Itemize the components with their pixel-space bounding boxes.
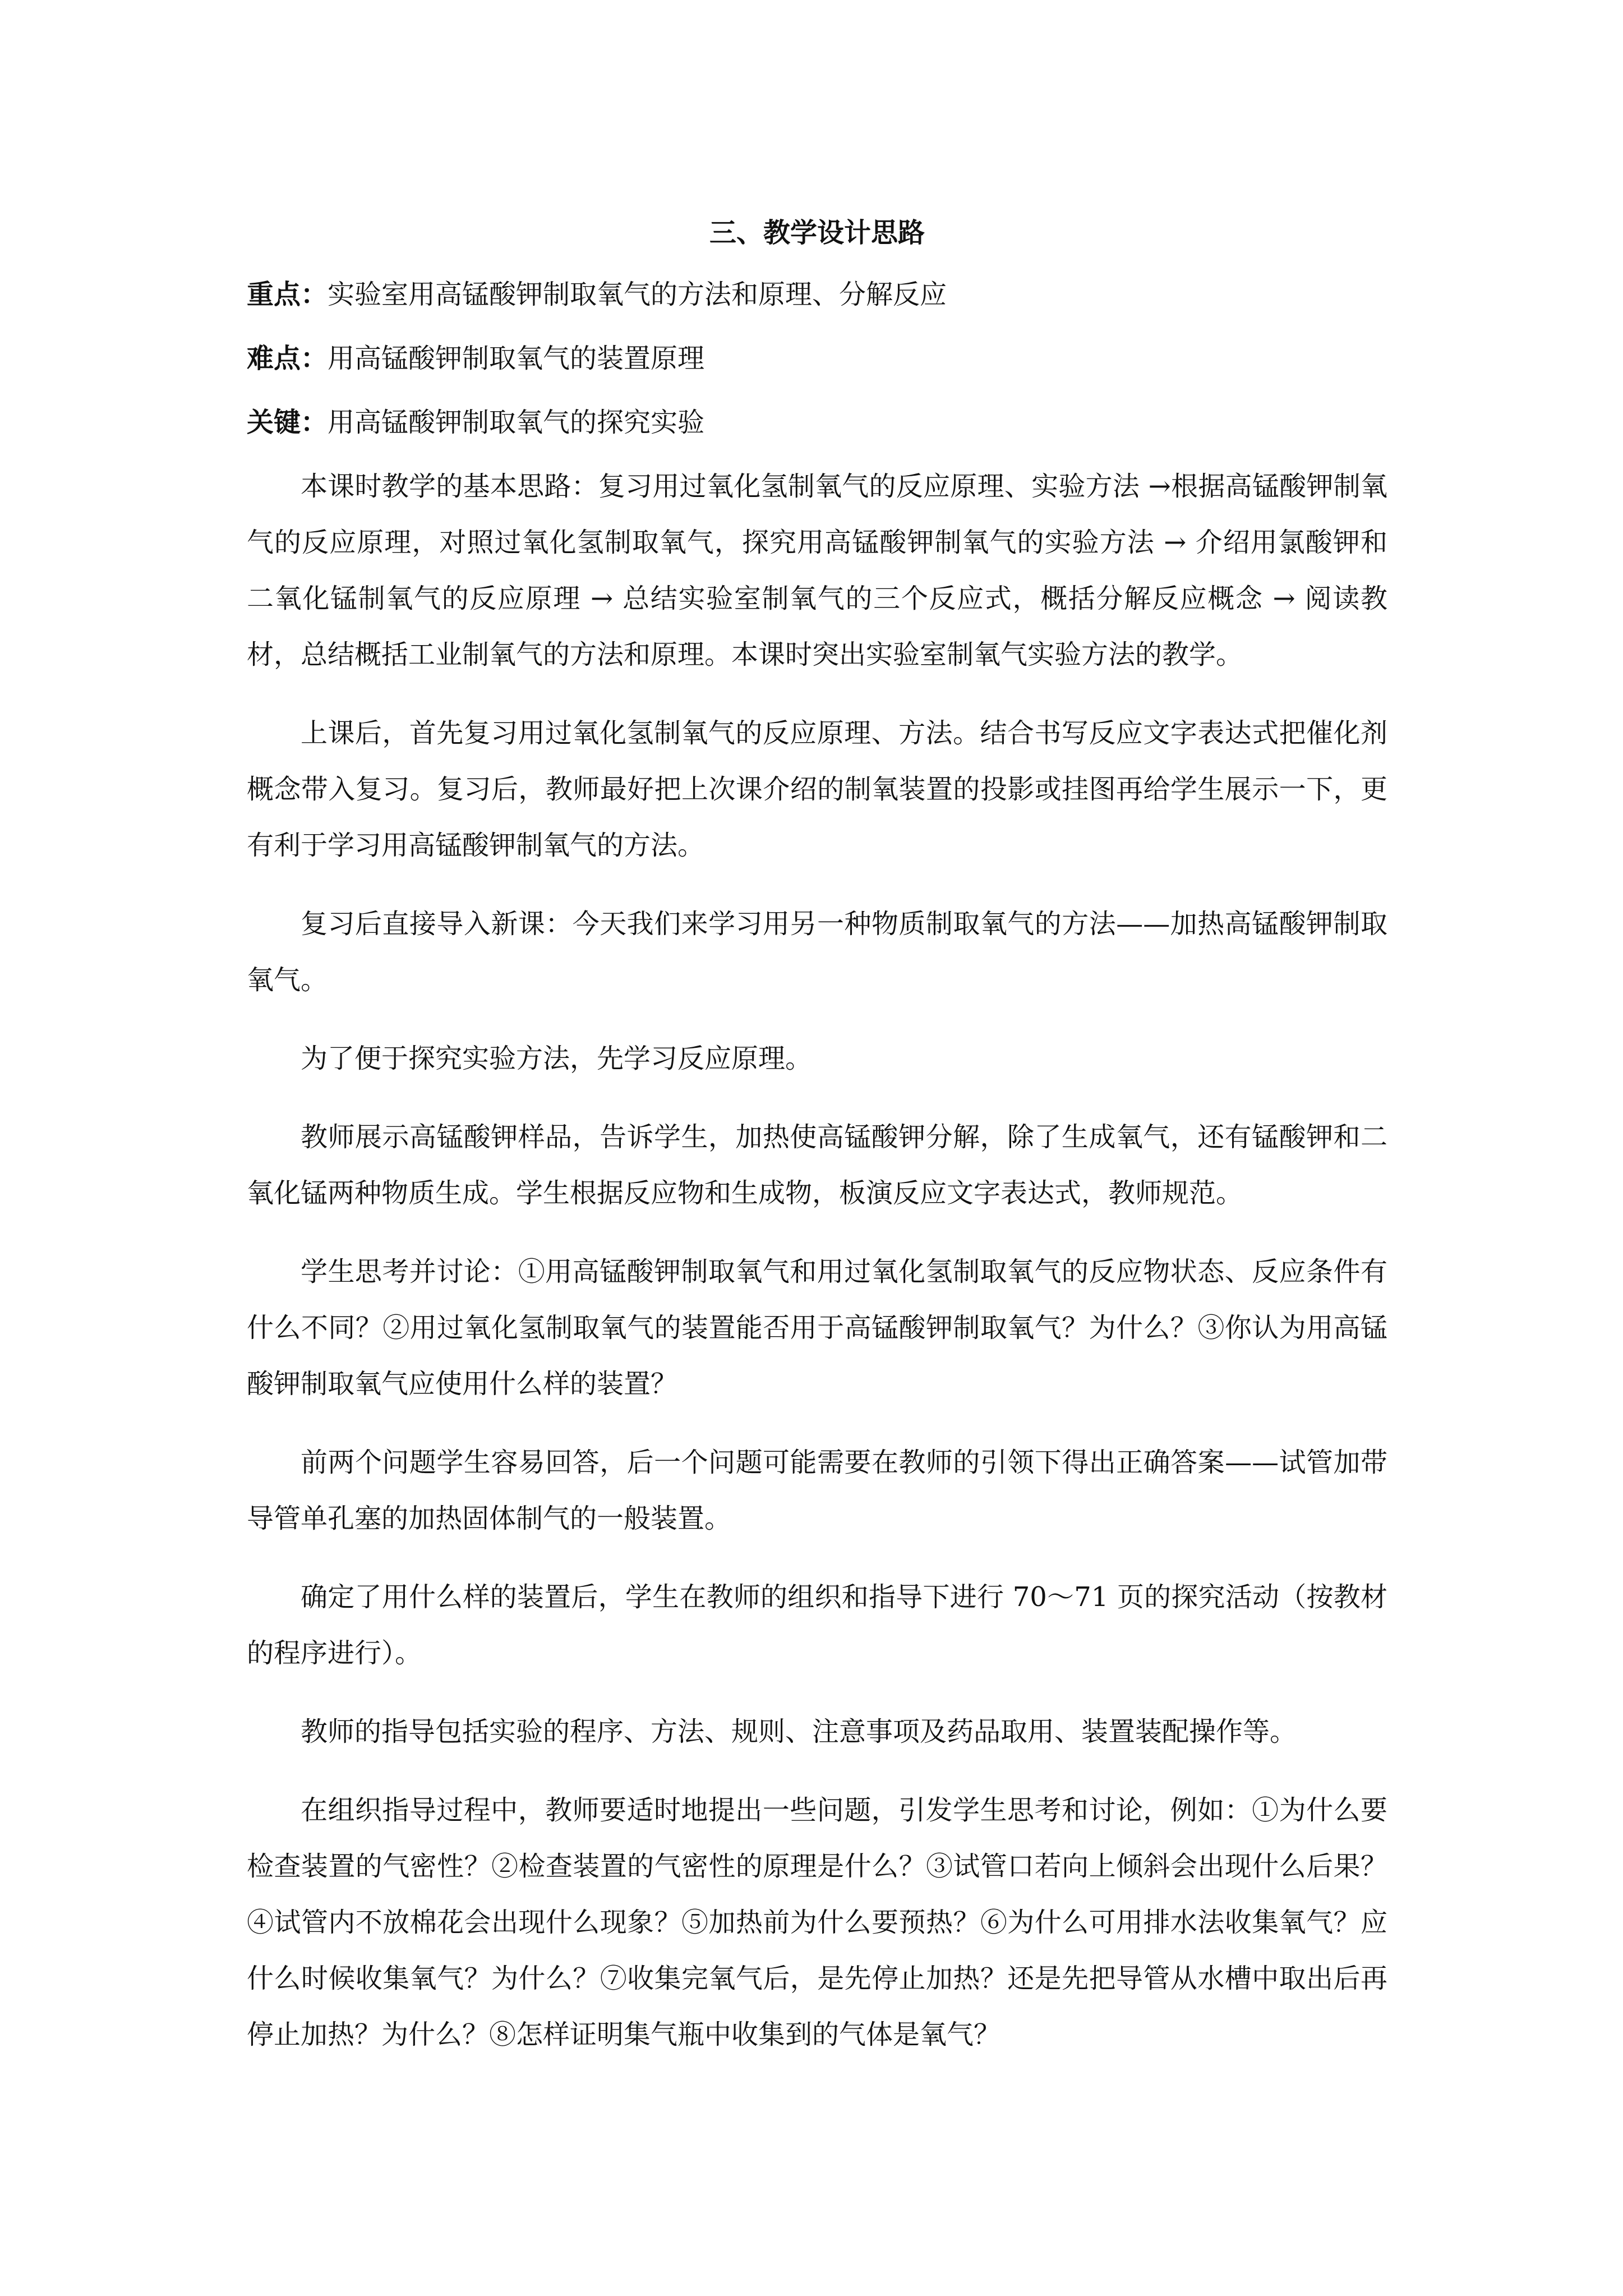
key-point-difficulty [247,330,1387,386]
paragraph-activity: 确定了用什么样的装置后，学生在教师的组织和指导下进行 70～71 页的探究活动（按教材的程序进行）。 [247,1581,1387,1669]
paragraph-review: 上课后，首先复习用过氧化氢制氧气的反应原理、方法。结合书写反应文字表达式把催化剂概念带入复习。复习后，教师最好把上次课介绍的制氧装置的投影或挂图再给学生展示一下，更有利于学习用高锰酸钾制氧气的方法。 [247,717,1387,861]
paragraph-demonstration: 教师展示高锰酸钾样品，告诉学生，加热使高锰酸钾分解，除了生成氧气，还有锰酸钾和二氧化锰两种物质生成。学生根据反应物和生成物，板演反应文字表达式，教师规范。 [247,1121,1387,1209]
key-point-label: 重点： [247,279,328,310]
key-point-text: 用高锰酸钾制取氧气的装置原理 [328,343,705,374]
paragraph-introduction: 复习后直接导入新课：今天我们来学习用另一种物质制取氧气的方法——加热高锰酸钾制取氧气。 [247,908,1387,996]
paragraph-principle: 为了便于探究实验方法，先学习反应原理。 [301,1043,813,1074]
key-point-text: 实验室用高锰酸钾制取氧气的方法和原理、分解反应 [328,279,947,310]
paragraph-answers: 前两个问题学生容易回答，后一个问题可能需要在教师的引领下得出正确答案——试管加带导管单孔塞的加热固体制气的一般装置。 [247,1447,1387,1534]
paragraph-questions: 在组织指导过程中，教师要适时地提出一些问题，引发学生思考和讨论，例如：①为什么要检查装置的气密性？②检查装置的气密性的原理是什么？③试管口若向上倾斜会出现什么后果？④试管内不放棉花会出现什么现象？⑤加热前为什么要预热？⑥为什么可用排水法收集氧气？应什么时候收集氧气？为什么？⑦收集完氧气后，是先停止加热？还是先把导管从水槽中取出后再停止加热？为什么？⑧怎样证明集气瓶中收集到的气体是氧气？ [247,1795,1387,2050]
key-point-label: 关键： [247,407,328,438]
key-point-focus [247,266,1387,323]
paragraph-guidance: 教师的指导包括实验的程序、方法、规则、注意事项及药品取用、装置装配操作等。 [301,1716,1297,1747]
key-point-text: 用高锰酸钾制取氧气的探究实验 [328,407,705,438]
section-title: 三、教学设计思路 [709,217,925,249]
paragraph-basic-idea: 本课时教学的基本思路：复习用过氧化氢制氧气的反应原理、实验方法 →根据高锰酸钾制氧气的反应原理，对照过氧化氢制取氧气，探究用高锰酸钾制氧气的实验方法 → 介绍用氯酸钾和二氧化锰制氧气的反应原理 → 总结实验室制氧气的三个反应式，概括分解反应概念 → 阅读教材，总结概括工业制氧气的方法和原理。本课时突出实验室制氧气实验方法的教学。 [247,471,1387,670]
document-body [247,208,1387,2085]
key-point-key [247,394,1387,450]
key-point-label: 难点： [247,343,328,374]
paragraph-discussion: 学生思考并讨论：①用高锰酸钾制取氧气和用过氧化氢制取氧气的反应物状态、反应条件有什么不同？②用过氧化氢制取氧气的装置能否用于高锰酸钾制取氧气？为什么？③你认为用高锰酸钾制取氧气应使用什么样的装置？ [247,1256,1387,1400]
